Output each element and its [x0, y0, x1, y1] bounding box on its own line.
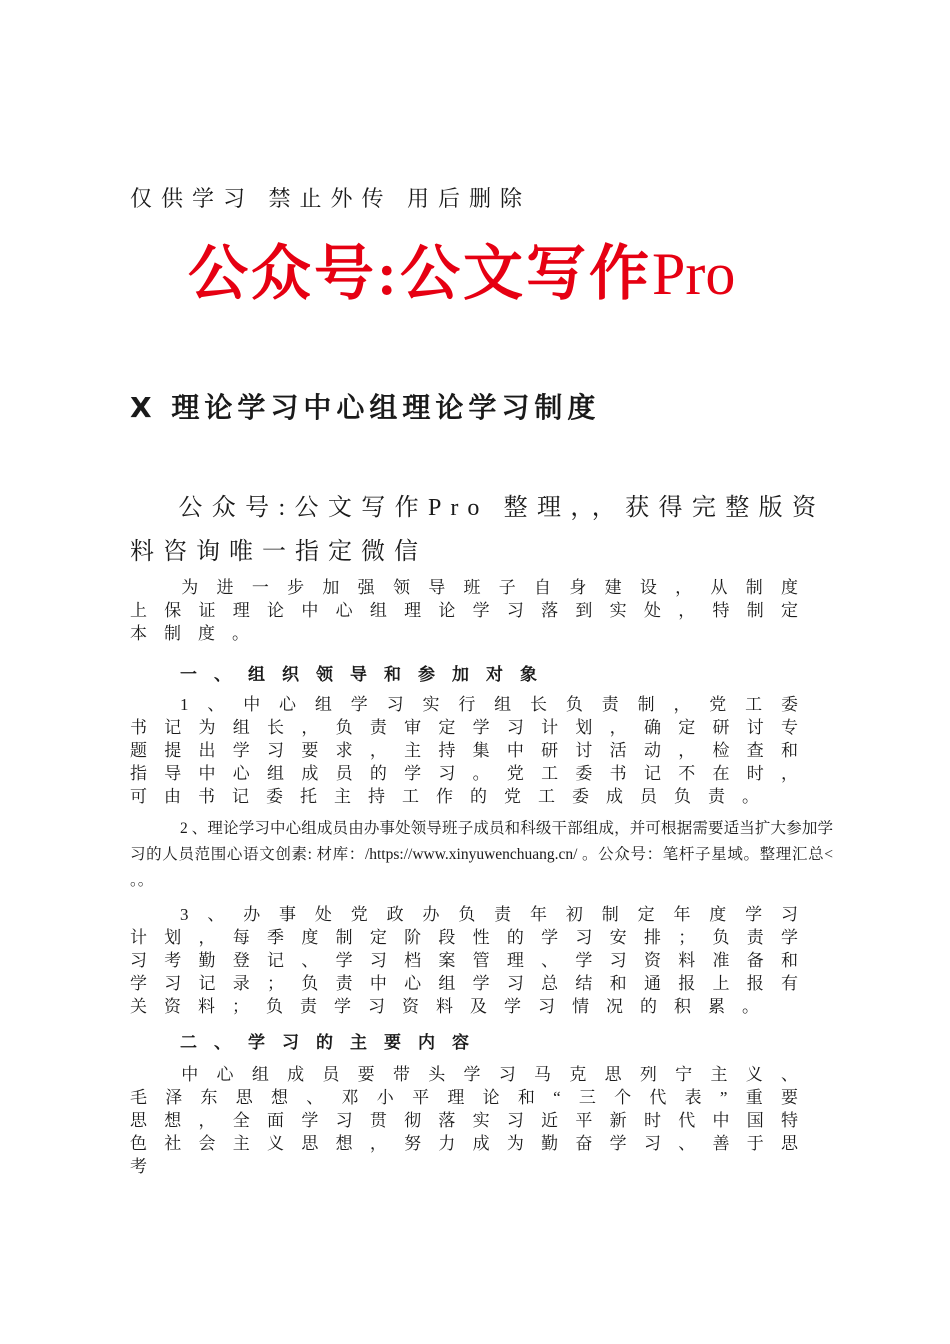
brand-name: 公众号:公文写作: [188, 241, 652, 307]
preamble-text: 为进一步加强领导班子自身建设，从制度上保证理论中心组理论学习落到实处，特制定本制度。: [130, 578, 815, 643]
intro-text: 公众号:公文写作Pro 整理，，获得完整版资料咨询唯一指定微信: [130, 495, 825, 565]
document-title: X 理论学习中心组理论学习制度: [130, 391, 601, 424]
preamble-paragraph: [130, 576, 815, 645]
section-1-paragraph-2: [130, 816, 833, 894]
paragraph-text: 2 、理论学习中心组成员由办事处领导班子成员和科级干部组成，并可根据需要适当扩大参加学习的人员范围心语文创素: 材库：/https://www.xinyuwenchuang.cn/ 。公众号：笔杆子星域。整理汇总< 。。: [130, 820, 833, 889]
section-1-paragraph-3: [130, 903, 815, 1018]
paragraph-text: 3、办事处党政办负责年初制定年度学习计划，每季度制定阶段性的学习安排；负责学习考勤登记、学习档案管理、学习资料准备和学习记录；负责中心组学习总结和通报上报有关资料；负责学习资料及学习情况的积累。: [130, 905, 815, 1016]
paragraph-text: 中心组成员要带头学习马克思列宁主义、毛泽东思想、邓小平理论和“三个代表”重要思想，全面学习贯彻落实习近平新时代中国特色社会主义思想，努力成为勤奋学习、善于思考: [130, 1065, 815, 1176]
section-heading-1: 一、组织领导和参加对象: [180, 665, 554, 685]
brand-suffix: Pro: [651, 241, 736, 307]
brand-banner: [188, 226, 735, 312]
paragraph-text: 1、中心组学习实行组长负责制，党工委书记为组长，负责审定学习计划，确定研讨专题提出学习要求，主持集中研讨活动，检查和指导中心组成员的学习。党工委书记不在时，可由书记委托主持工作的党工委成员负责。: [130, 695, 815, 806]
section-1-paragraph-1: [130, 693, 815, 808]
section-heading-2: 二、学习的主要内容: [180, 1033, 486, 1053]
section-2-paragraph-1: [130, 1063, 815, 1178]
usage-notice: 仅供学习 禁止外传 用后删除: [130, 186, 532, 211]
intro-paragraph: [130, 486, 825, 574]
